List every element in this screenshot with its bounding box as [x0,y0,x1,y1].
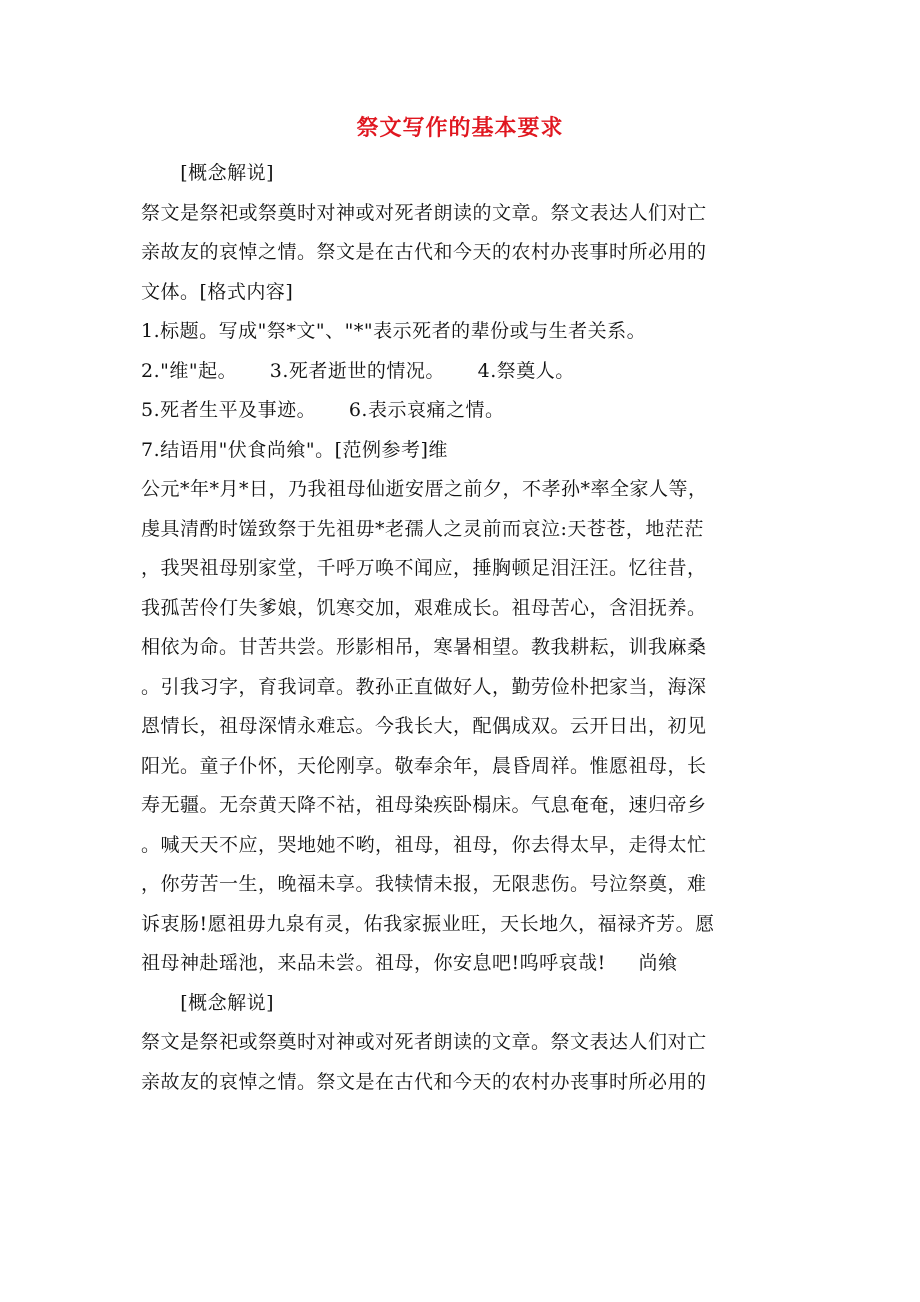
text-line: 5.死者生平及事迹。 6.表示哀痛之情。 [141,399,505,421]
text-line: 公元*年*月*日，乃我祖母仙逝安厝之前夕，不孝孙*率全家人等， [141,478,708,500]
text-line: 。喊天天不应，哭地她不哟，祖母，祖母，你去得太早，走得太忙 [141,833,707,856]
text-line: 恩情长，祖母深情永难忘。今我长大，配偶成双。云开日出，初见 [141,715,707,737]
text-line: 祖母神赴瑶池，来品未尝。祖母，你安息吧!呜呼哀哉! 尚飨 [141,952,678,974]
text-line: 阳光。童子仆怀，天伦刚享。敬奉余年，晨昏周祥。惟愿祖母，长 [141,754,707,777]
text-line: 1.标题。写成"祭*文"、"*"表示死者的辈份或与生者关系。 [141,320,647,342]
text-line: 7.结语用"伏食尚飨"。[范例参考]维 [141,438,448,461]
text-line: 祭文是祭祀或祭奠时对神或对死者朗读的文章。祭文表达人们对亡 [141,201,707,224]
text-line: 。引我习字，育我词章。教孙正直做好人，勤劳俭朴把家当，海深 [141,675,707,698]
text-line: ，我哭祖母别家堂，千呼万唤不闻应，捶胸顿足泪汪汪。忆往昔， [141,557,707,579]
text-line: 亲故友的哀悼之情。祭文是在古代和今天的农村办丧事时所必用的 [141,1070,707,1093]
text-line: 亲故友的哀悼之情。祭文是在古代和今天的农村办丧事时所必用的 [141,241,707,263]
text-line: 寿无疆。无奈黄天降不祜，祖母染疾卧榻床。气息奄奄，速归帝乡 [141,794,707,816]
document-body [141,154,781,1102]
document-title: 祭文写作的基本要求 [356,115,564,141]
text-line: ，你劳苦一生，晚福未享。我犊情未报，无限悲伤。号泣祭奠，难 [141,873,707,895]
text-line: 2."维"起。 3.死者逝世的情况。 4.祭奠人。 [141,359,575,382]
text-line: 虔具清酌时馐致祭于先祖毋*老孺人之灵前而哀泣:天苍苍，地茫茫 [141,517,704,540]
text-line: 祭文是祭祀或祭奠时对神或对死者朗读的文章。祭文表达人们对亡 [141,1031,707,1053]
text-line: 我孤苦伶仃失爹娘，饥寒交加，艰难成长。祖母苦心，含泪抚养。 [141,596,707,619]
text-line: 文体。[格式内容] [141,280,294,303]
text-line: 诉衷肠!愿祖毋九泉有灵，佑我家振业旺，天长地久，福禄齐芳。愿 [141,912,715,935]
text-line: [概念解说] [141,162,275,184]
text-line: 相依为命。甘苦共尝。形影相吊，寒暑相望。教我耕耘，训我麻桑 [141,636,707,658]
text-line: [概念解说] [141,991,275,1014]
